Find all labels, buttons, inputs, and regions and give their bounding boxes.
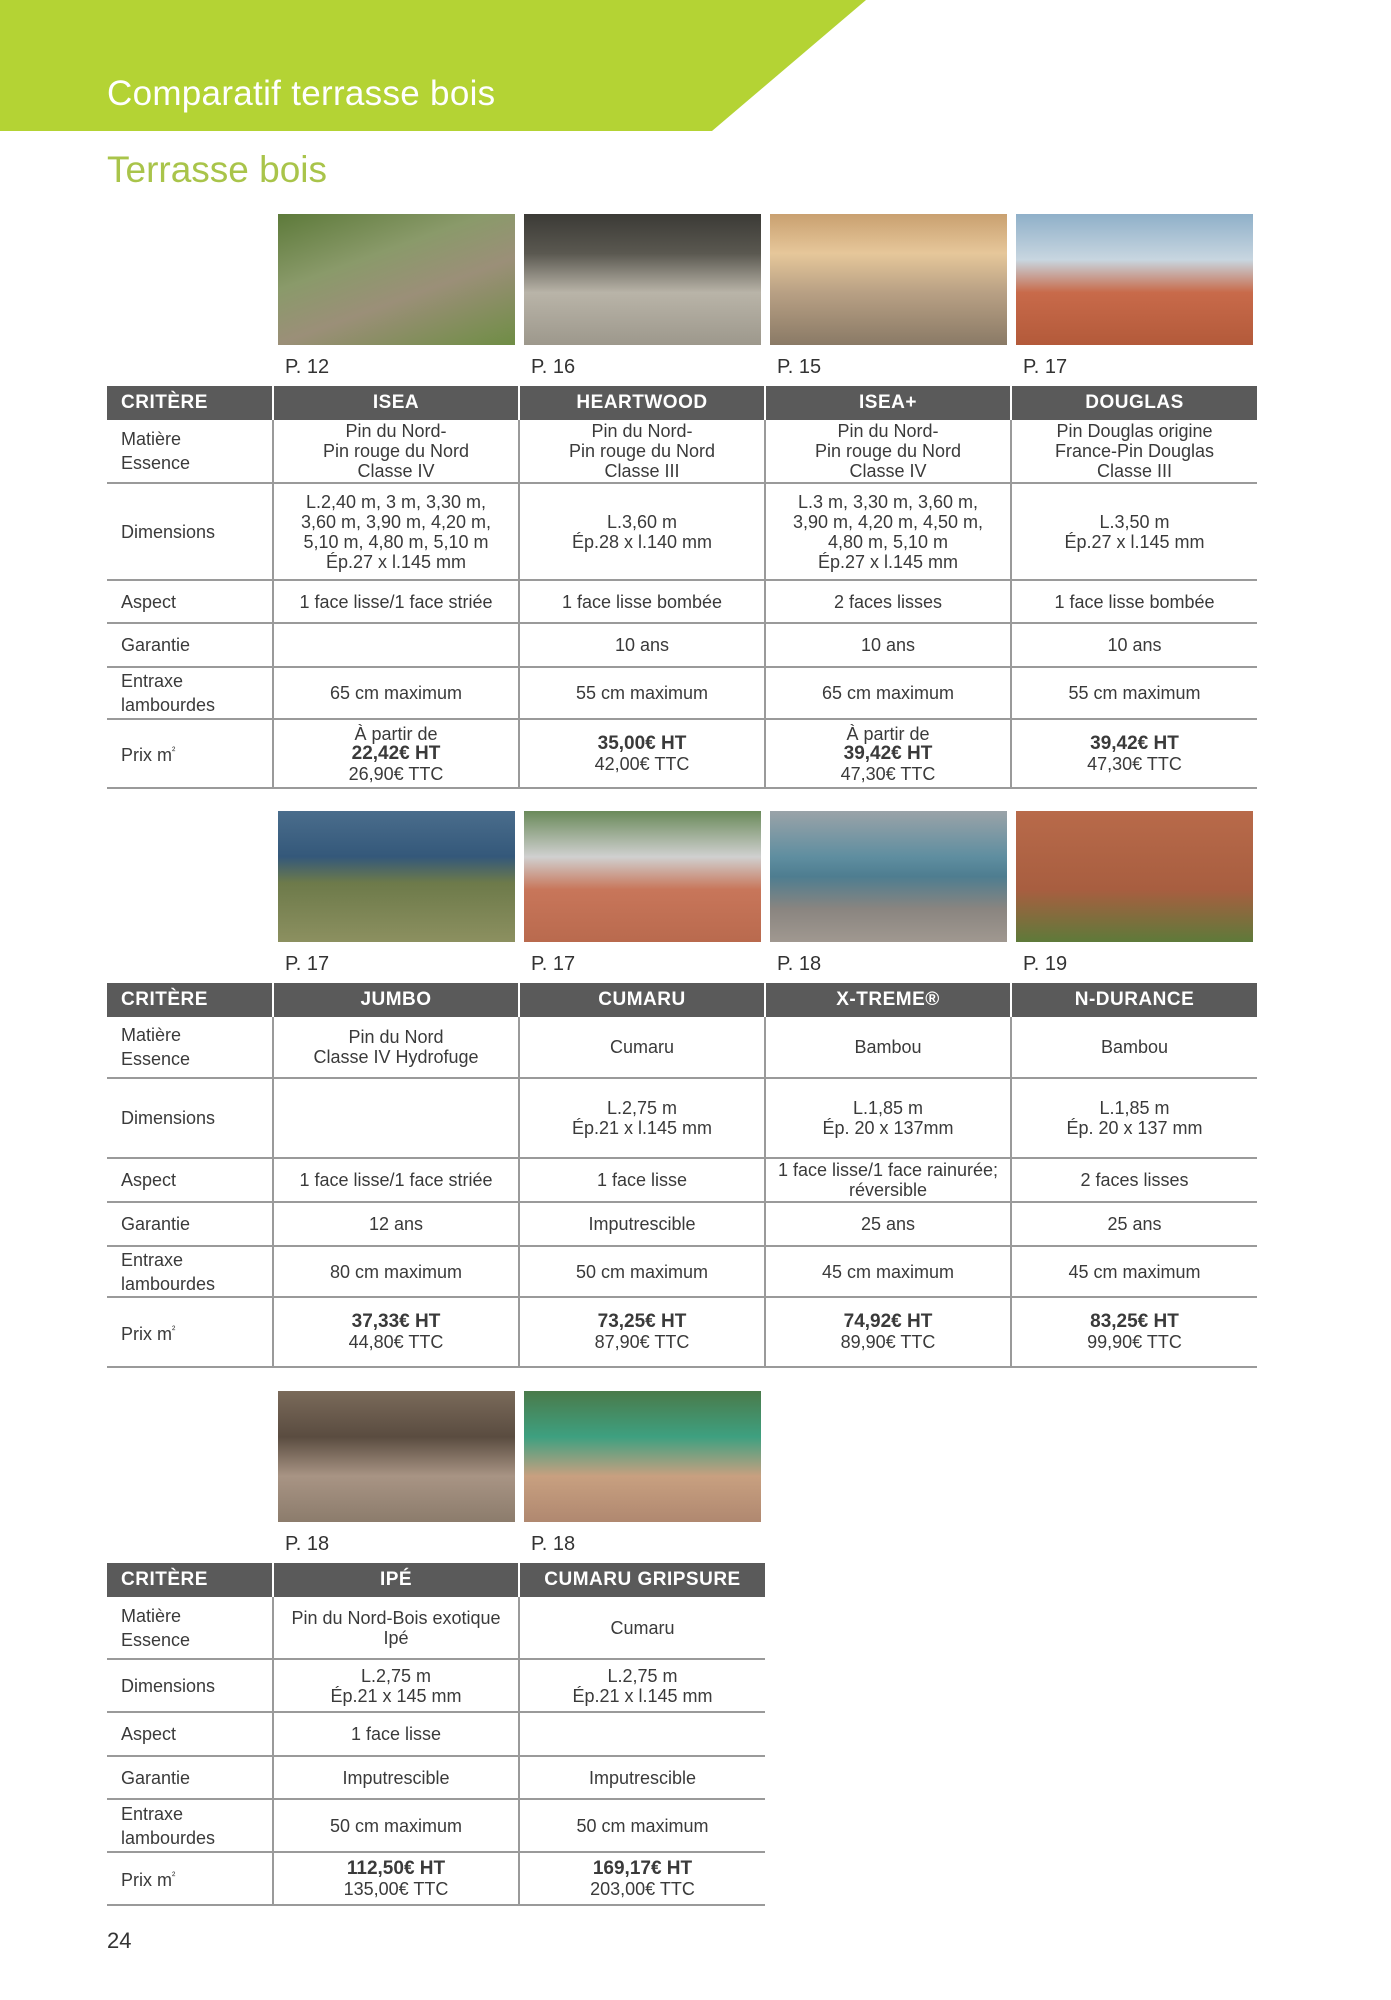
table-row-garantie xyxy=(107,1202,1257,1246)
cell-prix xyxy=(765,719,1011,788)
cell-dimensions: L.2,40 m, 3 m, 3,30 m, 3,60 m, 3,90 m, 4,20 m, 5,10 m, 4,80 m, 5,10 m Ép.27 x l.145 mm xyxy=(273,483,519,580)
page-title: Comparatif terrasse bois xyxy=(107,74,496,113)
cell-aspect: 1 face lisse bombée xyxy=(1011,580,1257,623)
product-name-header: ISEA xyxy=(273,386,519,420)
price-ttc: 135,00€ TTC xyxy=(343,1878,449,1899)
price-prefix: À partir de xyxy=(354,723,438,744)
cell-dimensions: L.2,75 m Ép.21 x l.145 mm xyxy=(519,1078,765,1158)
criteria-header: CRITÈRE xyxy=(107,386,273,420)
catalog-page-ref[interactable]: P. 19 xyxy=(1023,953,1068,975)
table-row-matiere xyxy=(107,420,1257,483)
comparison-table xyxy=(107,1563,765,1906)
cell-dimensions: L.3,60 m Ép.28 x l.140 mm xyxy=(519,483,765,580)
row-label: Garantie xyxy=(107,1202,273,1246)
cell-dimensions: L.1,85 m Ép. 20 x 137mm xyxy=(765,1078,1011,1158)
cell-garantie: 10 ans xyxy=(519,623,765,667)
row-label: Dimensions xyxy=(107,1659,273,1712)
product-photo xyxy=(770,811,1007,942)
row-label: Aspect xyxy=(107,1712,273,1756)
product-photo xyxy=(524,214,761,345)
cell-dimensions: L.3,50 m Ép.27 x l.145 mm xyxy=(1011,483,1257,580)
section-title: Terrasse bois xyxy=(107,149,328,190)
product-photo xyxy=(278,214,515,345)
cell-dimensions: L.2,75 m Ép.21 x l.145 mm xyxy=(519,1659,765,1712)
cell-garantie: 10 ans xyxy=(1011,623,1257,667)
table-row-garantie xyxy=(107,623,1257,667)
product-name-header: X-TREME® xyxy=(765,983,1011,1017)
product-name-header: IPÉ xyxy=(273,1563,519,1597)
cell-garantie: Imputrescible xyxy=(519,1756,765,1799)
product-photo xyxy=(1016,214,1253,345)
cell-matiere: Pin du Nord- Pin rouge du Nord Classe IV xyxy=(273,420,519,483)
product-name-header: CUMARU GRIPSURE xyxy=(519,1563,765,1597)
cell-garantie: 10 ans xyxy=(765,623,1011,667)
cell-entraxe: 65 cm maximum xyxy=(765,667,1011,719)
cell-garantie: 25 ans xyxy=(1011,1202,1257,1246)
cell-aspect xyxy=(519,1712,765,1756)
table-row-dimensions xyxy=(107,483,1257,580)
cell-garantie: 25 ans xyxy=(765,1202,1011,1246)
cell-entraxe: 50 cm maximum xyxy=(273,1799,519,1852)
cell-matiere: Bambou xyxy=(1011,1017,1257,1078)
table-row-entraxe xyxy=(107,667,1257,719)
cell-dimensions: L.2,75 m Ép.21 x 145 mm xyxy=(273,1659,519,1712)
product-name-header: HEARTWOOD xyxy=(519,386,765,420)
cell-aspect: 1 face lisse/1 face striée xyxy=(273,580,519,623)
table-row-prix xyxy=(107,1297,1257,1367)
superscript: ² xyxy=(172,1324,176,1336)
price-ht: 37,33€ HT xyxy=(351,1311,441,1332)
table-row-prix xyxy=(107,719,1257,788)
table-row-aspect xyxy=(107,580,1257,623)
criteria-header: CRITÈRE xyxy=(107,983,273,1017)
price-ttc: 26,90€ TTC xyxy=(348,763,444,784)
cell-aspect: 1 face lisse bombée xyxy=(519,580,765,623)
product-photo xyxy=(770,214,1007,345)
price-ttc: 44,80€ TTC xyxy=(348,1332,444,1352)
cell-aspect: 1 face lisse/1 face striée xyxy=(273,1158,519,1202)
cell-garantie: Imputrescible xyxy=(519,1202,765,1246)
product-photo xyxy=(278,1391,515,1522)
cell-prix xyxy=(1011,719,1257,788)
row-label: Dimensions xyxy=(107,1078,273,1158)
cell-aspect: 2 faces lisses xyxy=(1011,1158,1257,1202)
cell-dimensions: L.3 m, 3,30 m, 3,60 m, 3,90 m, 4,20 m, 4,50 m, 4,80 m, 5,10 m Ép.27 x l.145 mm xyxy=(765,483,1011,580)
product-photo xyxy=(524,1391,761,1522)
table-row-garantie xyxy=(107,1756,765,1799)
row-label: Matière Essence xyxy=(107,1597,273,1659)
cell-dimensions: L.1,85 m Ép. 20 x 137 mm xyxy=(1011,1078,1257,1158)
table-row-entraxe xyxy=(107,1246,1257,1297)
catalog-page-ref[interactable]: P. 16 xyxy=(531,356,576,378)
cell-entraxe: 45 cm maximum xyxy=(1011,1246,1257,1297)
cell-matiere: Pin du Nord- Pin rouge du Nord Classe IV xyxy=(765,420,1011,483)
catalog-page-ref[interactable]: P. 17 xyxy=(285,953,330,975)
cell-matiere: Pin du Nord- Pin rouge du Nord Classe III xyxy=(519,420,765,483)
catalog-page-ref[interactable]: P. 18 xyxy=(285,1533,330,1555)
product-name-header: ISEA+ xyxy=(765,386,1011,420)
cell-matiere: Bambou xyxy=(765,1017,1011,1078)
superscript: ² xyxy=(172,1871,176,1882)
cell-entraxe: 55 cm maximum xyxy=(519,667,765,719)
price-ht: 22,42€ HT xyxy=(351,742,441,764)
cell-matiere: Cumaru xyxy=(519,1017,765,1078)
row-label: Matière Essence xyxy=(107,420,273,483)
catalog-page-ref[interactable]: P. 12 xyxy=(285,356,330,378)
product-name-header: JUMBO xyxy=(273,983,519,1017)
row-label: Prix $m^{^2}$ xyxy=(107,719,273,788)
price-ht: 83,25€ HT xyxy=(1090,1311,1179,1332)
cell-aspect: 1 face lisse xyxy=(273,1712,519,1756)
cell-prix xyxy=(273,1852,519,1905)
cell-garantie xyxy=(273,623,519,667)
page-number: 24 xyxy=(107,1928,132,1953)
row-label: Entraxe lambourdes xyxy=(107,667,273,719)
cell-aspect: 2 faces lisses xyxy=(765,580,1011,623)
price-ht: 73,25€ HT xyxy=(597,1311,687,1332)
cell-prix xyxy=(273,719,519,788)
cell-prix xyxy=(519,1852,765,1905)
cell-entraxe: 50 cm maximum xyxy=(519,1246,765,1297)
table-row-matiere xyxy=(107,1597,765,1659)
table-row-dimensions xyxy=(107,1078,1257,1158)
criteria-header: CRITÈRE xyxy=(107,1563,273,1597)
price-ttc: 99,90€ TTC xyxy=(1087,1332,1182,1352)
row-label: Dimensions xyxy=(107,483,273,580)
table-row-aspect xyxy=(107,1712,765,1756)
cell-prix xyxy=(765,1297,1011,1367)
product-photo xyxy=(1016,811,1253,942)
product-name-header: N-DURANCE xyxy=(1011,983,1257,1017)
cell-matiere: Pin du Nord-Bois exotique Ipé xyxy=(273,1597,519,1659)
cell-matiere: Pin du Nord Classe IV Hydrofuge xyxy=(273,1017,519,1078)
price-ht: 39,42€ HT xyxy=(1090,732,1179,754)
cell-prix xyxy=(519,1297,765,1367)
cell-prix xyxy=(1011,1297,1257,1367)
superscript: ² xyxy=(172,746,176,757)
cell-entraxe: 80 cm maximum xyxy=(273,1246,519,1297)
table-header-row xyxy=(107,983,1257,1017)
product-name-header: DOUGLAS xyxy=(1011,386,1257,420)
price-ht: 169,17€ HT xyxy=(592,1857,693,1879)
cell-dimensions xyxy=(273,1078,519,1158)
product-photo xyxy=(524,811,761,942)
comparison-table xyxy=(107,983,1257,1368)
cell-garantie: Imputrescible xyxy=(273,1756,519,1799)
table-row-dimensions xyxy=(107,1659,765,1712)
cell-aspect: 1 face lisse xyxy=(519,1158,765,1202)
price-ttc: 87,90€ TTC xyxy=(594,1332,690,1352)
price-ttc: 47,30€ TTC xyxy=(840,763,936,784)
row-label: Matière Essence xyxy=(107,1017,273,1078)
row-label: Garantie xyxy=(107,1756,273,1799)
table-row-aspect xyxy=(107,1158,1257,1202)
row-label: Aspect xyxy=(107,580,273,623)
row-label: Garantie xyxy=(107,623,273,667)
table-header-row xyxy=(107,1563,765,1597)
catalog-page-ref[interactable]: P. 17 xyxy=(1023,356,1068,378)
price-ttc: 42,00€ TTC xyxy=(594,753,690,774)
row-label: Prix $m^{^2}$ xyxy=(107,1297,273,1367)
catalog-page-ref[interactable]: P. 15 xyxy=(777,356,822,378)
row-label: Entraxe lambourdes xyxy=(107,1799,273,1852)
cell-entraxe: 45 cm maximum xyxy=(765,1246,1011,1297)
product-name-header: CUMARU xyxy=(519,983,765,1017)
cell-entraxe: 50 cm maximum xyxy=(519,1799,765,1852)
table-row-prix xyxy=(107,1852,765,1905)
price-ht: 74,92€ HT xyxy=(843,1311,933,1332)
table-header-row xyxy=(107,386,1257,420)
table-row-matiere xyxy=(107,1017,1257,1078)
catalog-page-ref[interactable]: P. 18 xyxy=(531,1533,576,1555)
row-label: Entraxe lambourdes xyxy=(107,1246,273,1297)
table-row-entraxe xyxy=(107,1799,765,1852)
price-ht: 35,00€ HT xyxy=(597,732,687,754)
cell-garantie: 12 ans xyxy=(273,1202,519,1246)
row-label: Prix $m^{^2}$ xyxy=(107,1852,273,1905)
price-prefix: À partir de xyxy=(846,723,930,744)
cell-matiere: Cumaru xyxy=(519,1597,765,1659)
catalog-page-ref[interactable]: P. 18 xyxy=(777,953,822,975)
catalog-page-ref[interactable]: P. 17 xyxy=(531,953,576,975)
price-ht: 112,50€ HT xyxy=(346,1857,446,1879)
price-ttc: 47,30€ TTC xyxy=(1087,753,1182,774)
cell-matiere: Pin Douglas origine France-Pin Douglas Classe III xyxy=(1011,420,1257,483)
cell-prix xyxy=(273,1297,519,1367)
price-ht: 39,42€ HT xyxy=(843,742,933,764)
price-ttc: 89,90€ TTC xyxy=(840,1332,936,1352)
row-label: Aspect xyxy=(107,1158,273,1202)
cell-entraxe: 55 cm maximum xyxy=(1011,667,1257,719)
price-ttc: 203,00€ TTC xyxy=(590,1878,695,1899)
cell-entraxe: 65 cm maximum xyxy=(273,667,519,719)
cell-prix xyxy=(519,719,765,788)
cell-aspect: 1 face lisse/1 face rainurée; réversible xyxy=(765,1158,1011,1202)
product-photo xyxy=(278,811,515,942)
comparison-table xyxy=(107,386,1257,789)
